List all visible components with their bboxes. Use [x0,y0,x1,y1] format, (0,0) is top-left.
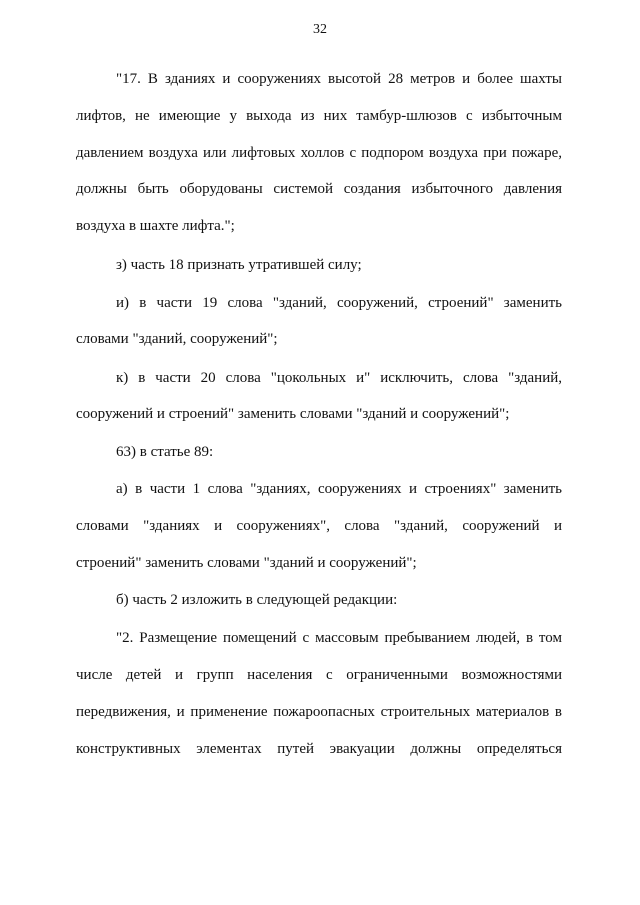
text-line: строений" заменить словами "зданий и сооружений"; [76,555,417,571]
page-number: 32 [313,22,327,37]
text-line: сооружений и строений" заменить словами "зданий и сооружений"; [76,406,510,422]
text-line: передвижения, и применение пожароопасных строительных материалов в [76,704,562,720]
text-line: конструктивных элементах путей эвакуации должны определяться [76,741,562,757]
text-line: б) часть 2 изложить в следующей редакции: [116,592,398,608]
text-line: "17. В зданиях и сооружениях высотой 28 метров и более шахты [116,71,562,87]
text-line: должны быть оборудованы системой создания избыточного давления [76,181,562,197]
text-line: воздуха в шахте лифта."; [76,218,235,234]
text-line: з) часть 18 признать утратившей силу; [116,257,362,273]
text-line: числе детей и групп населения с ограниченными возможностями [76,667,562,683]
text-line: "2. Размещение помещений с массовым пребыванием людей, в том [116,630,562,646]
text-line: словами "зданиях и сооружениях", слова "зданий, сооружений и [76,518,562,534]
text-line: и) в части 19 слова "зданий, сооружений, строений" заменить [116,295,562,311]
text-line: давлением воздуха или лифтовых холлов с подпором воздуха при пожаре, [76,145,562,161]
text-line: лифтов, не имеющие у выхода из них тамбур-шлюзов с избыточным [76,108,562,124]
text-line: к) в части 20 слова "цокольных и" исключить, слова "зданий, [116,370,562,386]
text-line: а) в части 1 слова "зданиях, сооружениях и строениях" заменить [116,481,562,497]
text-line: 63) в статье 89: [116,444,214,460]
text-line: словами "зданий, сооружений"; [76,331,278,347]
